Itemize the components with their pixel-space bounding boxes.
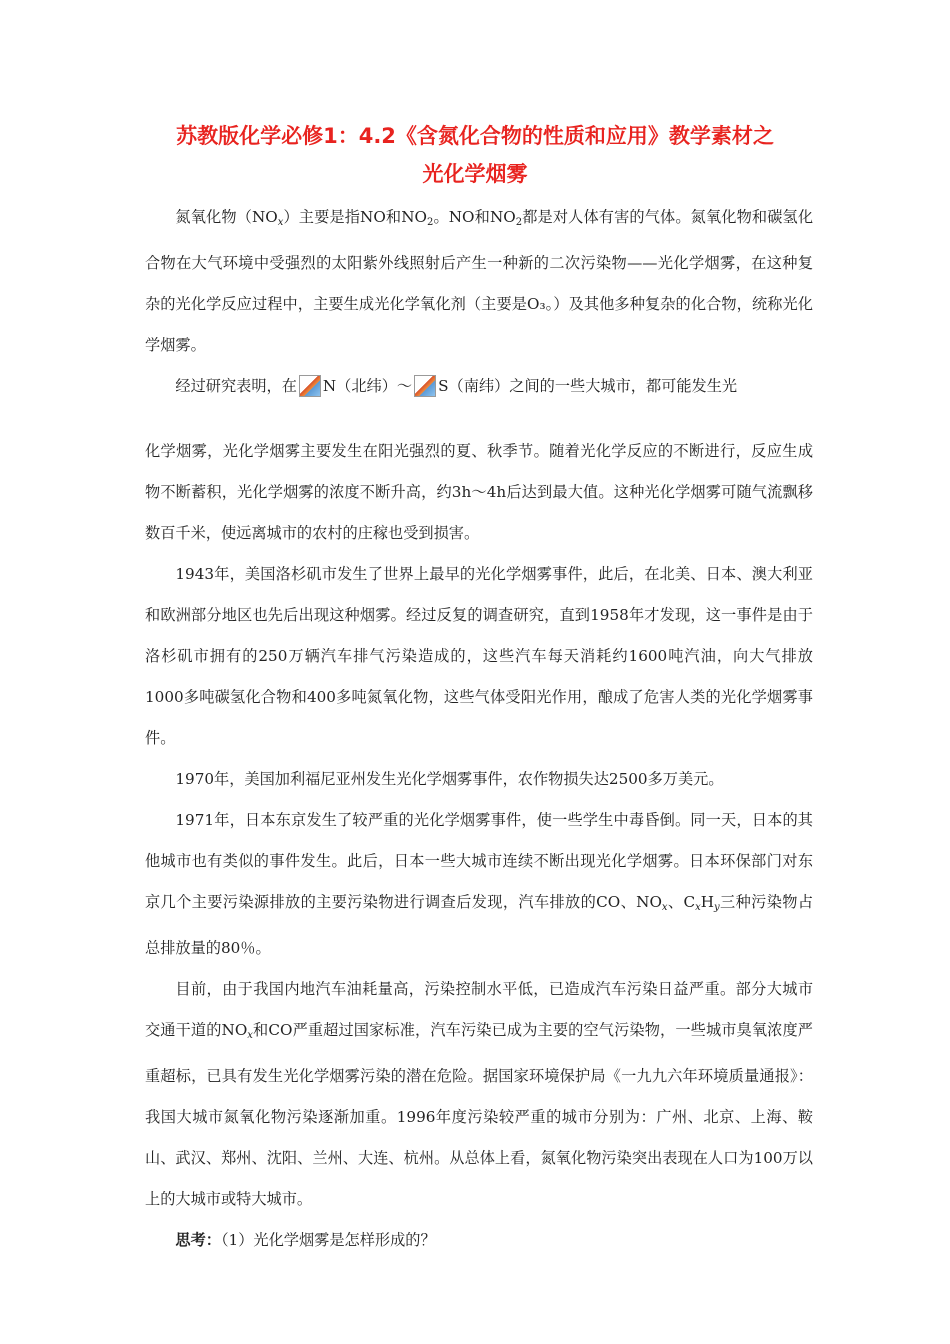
paragraph-1971: 1971年，日本东京发生了较严重的光化学烟雾事件，使一些学生中毒昏倒。同一天，日本的其他城市也有类似的事件发生。此后，日本一些大城市连续不断出现光化学烟雾。日本环保部门对东京几个主要污染源排放的主要污染物进行调查后发现，汽车排放的CO、$NO_x$、$C_xH_y$三种污染物占总排放量的80％。 [145, 811, 814, 957]
paragraph-nox-intro: 氮氧化物$(NO_x)$主要是指NO和$NO_2$。NO和$NO_2$都是对人体有害的气体。氮氧化物和碳氢化合物在大气环境中受强烈的太阳紫外线照射后产生一种新的二次污染物——光化学烟雾，在这种复杂的光化学反应过程中，主要生成光化学氧化剂（主要是O₃。）及其他多种复杂的化合物，统称光化学烟雾。 [145, 208, 813, 354]
think-q1: （1）光化学烟雾是怎样形成的？ [220, 1231, 436, 1249]
document-body [145, 197, 813, 1261]
paragraph-latitude: 经过研究表明，在 N（北纬）～ S（南纬）之间的一些大城市，都可能发生光 [175, 377, 738, 395]
document-title-line2: 光化学烟雾 [422, 162, 528, 186]
paragraph-china: 目前，由于我国内地汽车油耗量高，污染控制水平低，已造成汽车污染日益严重。部分大城市交通干道的$NO_x$和CO严重超过国家标准，汽车污染已成为主要的空气污染物，一些城市臭氧浓度严重超标，已具有发生光化学烟雾污染的潜在危险。据国家环境保护局《一九九六年环境质量通报》：我国大城市氮氧化物污染逐渐加重。1996年度污染较严重的城市分别为：广州、北京、上海、鞍山、武汉、郑州、沈阳、兰州、大连、杭州。从总体上看，氮氧化物污染突出表现在人口为100万以上的大城市或特大城市。 [145, 980, 813, 1208]
paragraph-1943: 1943年，美国洛杉矶市发生了世界上最早的光化学烟雾事件，此后，在北美、日本、澳大利亚和欧洲部分地区也先后出现这种烟雾。经过反复的调查研究，直到1958年才发现，这一事件是由于洛杉矶市拥有的250万辆汽车排气污染造成的，这些汽车每天消耗约1600吨汽油，向大气排放1000多吨碳氢化合物和400多吨氮氧化物，这些气体受阳光作用，酿成了危害人类的光化学烟雾事件。 [145, 565, 813, 747]
document-title-line1: 苏教版化学必修1：4.2《含氮化合物的性质和应用》教学素材之 [176, 124, 774, 148]
think-question [145, 1220, 813, 1261]
broken-image-icon [299, 375, 321, 397]
paragraph-latitude-continued: 化学烟雾，光化学烟雾主要发生在阳光强烈的夏、秋季节。随着光化学反应的不断进行，反应生成物不断蓄积，光化学烟雾的浓度不断升高，约3h～4h后达到最大值。这种光化学烟雾可随气流飘移数百千米，使远离城市的农村的庄稼也受到损害。 [145, 442, 813, 542]
think-label: 思考： [175, 1231, 221, 1249]
broken-image-icon [414, 375, 436, 397]
paragraph-1970: 1970年，美国加利福尼亚州发生光化学烟雾事件，农作物损失达2500多万美元。 [175, 770, 724, 788]
